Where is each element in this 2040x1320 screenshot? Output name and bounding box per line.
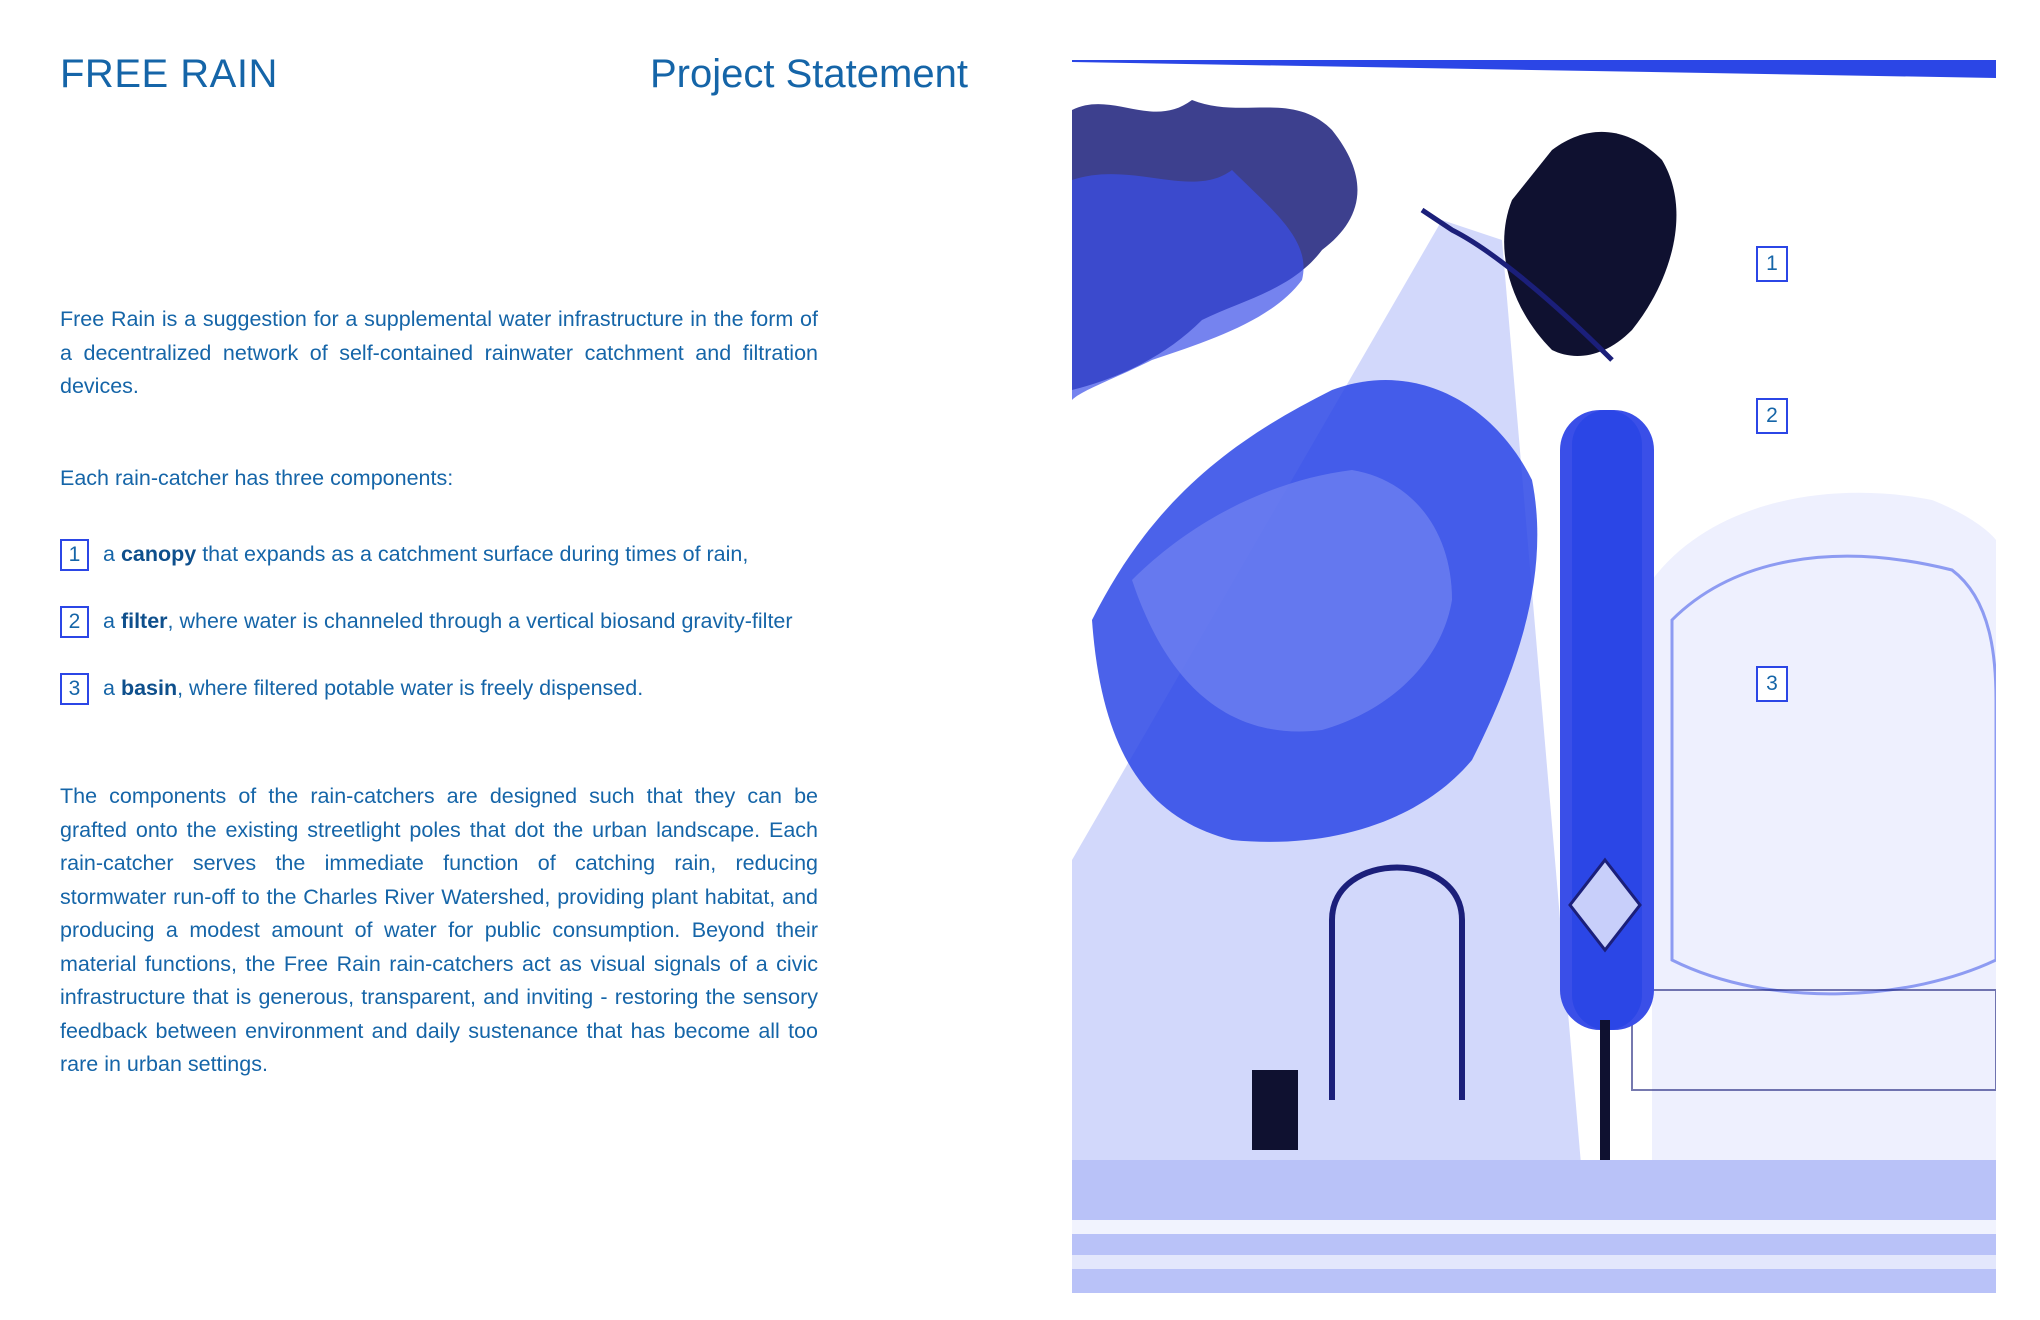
photo-label-badge: 3	[1756, 666, 1788, 702]
streetscape-photo	[1072, 60, 1996, 1293]
body-paragraph: The components of the rain-catchers are designed such that they can be grafted onto the existing streetlight poles that dot the urban landscape. Each rain-catcher serves the immediate function of catching rain, reducing stormwater run-off to the Charles River Watershed, providing plant habitat, and producing a modest amount of water for public consumption. Beyond their material functions, the Free Rain rain-catchers act as visual signals of a civic infrastructure that is generous, transparent, and inviting - restoring the sensory feedback between environment and daily sustenance that has become all too rare in urban settings.	[60, 784, 818, 1076]
streetscape-illustration	[1072, 60, 1996, 1293]
crosswalk-stripe	[1072, 1255, 1996, 1269]
project-title: FREE RAIN	[60, 52, 278, 96]
components-lead: Each rain-catcher has three components:	[60, 465, 454, 490]
component-list	[60, 537, 818, 707]
component-term: basin	[120, 676, 178, 701]
component-item	[60, 671, 818, 707]
component-item	[60, 537, 818, 573]
component-term: canopy	[120, 542, 197, 567]
component-prefix: a	[103, 609, 121, 634]
component-prefix: a	[103, 542, 121, 567]
component-prefix: a	[103, 676, 121, 701]
component-description	[103, 605, 793, 639]
photo-label-badge: 2	[1756, 398, 1788, 434]
statement-text	[60, 303, 818, 1082]
component-rest: that expands as a catchment surface during times of rain,	[196, 542, 749, 567]
component-item	[60, 604, 818, 640]
component-number-badge: 1	[60, 539, 89, 571]
component-description	[103, 538, 748, 572]
component-rest: , where filtered potable water is freely dispensed.	[177, 676, 644, 701]
component-description	[103, 672, 643, 706]
component-term: filter	[120, 609, 168, 634]
photo-label-badge: 1	[1756, 246, 1788, 282]
component-number-badge: 3	[60, 673, 89, 705]
component-number-badge: 2	[60, 606, 89, 638]
intro-paragraph: Free Rain is a suggestion for a supplemental water infrastructure in the form of a decentralized network of self-contained rainwater catchment and filtration devices.	[60, 307, 818, 398]
trash-can	[1252, 1070, 1298, 1150]
section-heading: Project Statement	[650, 52, 968, 96]
component-rest: , where water is channeled through a vertical biosand gravity-filter	[167, 609, 793, 634]
crosswalk-stripe	[1072, 1220, 1996, 1234]
